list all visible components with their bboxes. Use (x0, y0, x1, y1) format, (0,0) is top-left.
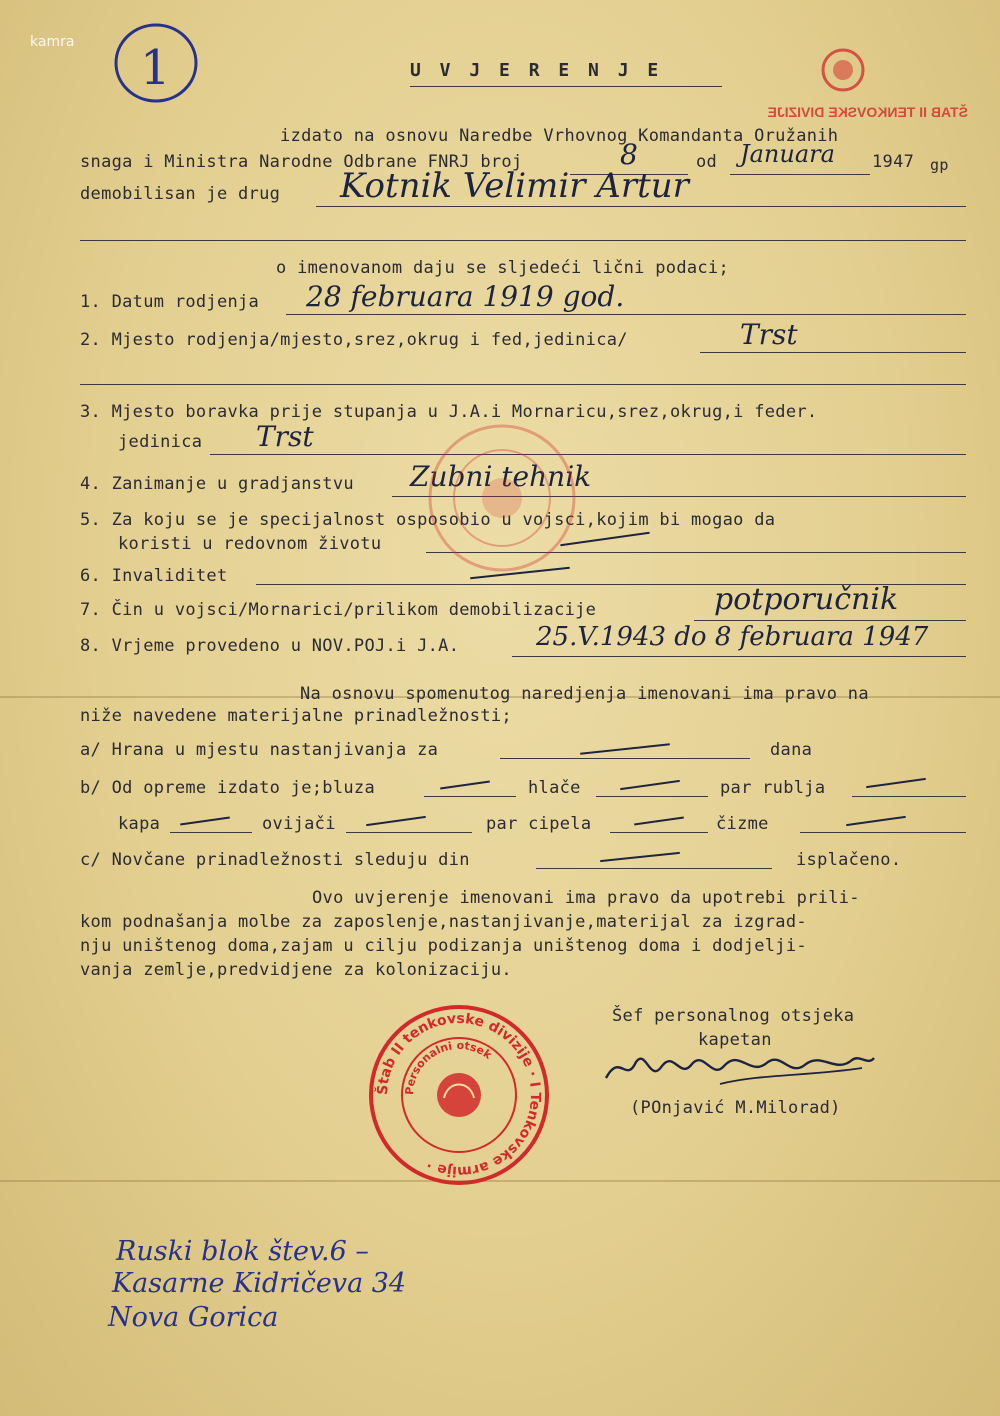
field-5-label: 5. Za koju se je specijalnost osposobio u vojsci,kojim bi mogao da (80, 510, 776, 530)
field-7-label: 7. Čin u vojsci/Mornarici/prilikom demobilizacije (80, 600, 597, 620)
title-underline (410, 86, 722, 87)
occupation: Zubni tehnik (410, 460, 592, 493)
field-6-label: 6. Invaliditet (80, 566, 228, 586)
field-3-label-cont: jedinica (118, 432, 203, 452)
benefit-cipela: par cipela (486, 814, 592, 834)
order-year: 1947 (872, 152, 915, 172)
stamp-outer-text: Štab II tenkovske divizije · I Tenkovske armije · (374, 1010, 544, 1180)
field-5-label-cont: koristi u redovnom životu (118, 534, 382, 554)
blank-dash-mark (846, 816, 906, 826)
benefit-a-unit: dana (770, 740, 813, 760)
od-label: od (696, 152, 718, 172)
document-title: U V J E R E N J E (410, 60, 663, 81)
birth-place: Trst (740, 318, 798, 351)
field-3-label: 3. Mjesto boravka prije stupanja u J.A.i Mornaricu,srez,okrug,i feder. (80, 402, 818, 422)
order-number: 8 (620, 138, 638, 171)
faded-stamp-icon (422, 418, 582, 578)
benefits-intro-2: niže navedene materijalne prinadležnosti; (80, 706, 512, 726)
order-month: Januara (740, 140, 835, 168)
blank-dash-mark (180, 817, 230, 826)
birth-date: 28 februara 1919 god. (306, 280, 625, 313)
red-header-stamp: ŠTAB II TENKOVSKE DIVIZIJE (767, 104, 968, 120)
closing-line-3: nju uništenog doma,zajam u cilju podizanja uništenog doma i dodjelji- (80, 936, 807, 956)
blank-dash-mark (366, 816, 426, 826)
signature-role: Šef personalnog otsjeka (612, 1006, 855, 1026)
benefit-hlace: hlače (528, 778, 581, 798)
field-2-label: 2. Mjesto rodjenja/mjesto,srez,okrug i fed,jedinica/ (80, 330, 628, 350)
benefit-c-label: c/ Novčane prinadležnosti sleduju din (80, 850, 470, 870)
address-line-3: Nova Gorica (108, 1302, 279, 1333)
number-mark: 1 (140, 40, 171, 96)
field-8-label: 8. Vrjeme provedeno u NOV.POJ.i J.A. (80, 636, 460, 656)
benefit-c-unit: isplačeno. (796, 850, 902, 870)
intro-line-2: snaga i Ministra Narodne Odbrane FNRJ broj (80, 152, 523, 172)
military-rank: potporučnik (714, 582, 899, 617)
intro-line-1: izdato na osnovu Naredbe Vrhovnog Komandanta Oružanih (280, 126, 839, 146)
field-1-label: 1. Datum rodjenja (80, 292, 260, 312)
blank-dash-mark (580, 743, 670, 754)
blank-dash-mark (866, 778, 926, 788)
blank-dash-mark (440, 781, 490, 790)
watermark: kamra (30, 34, 75, 50)
benefit-ovijaci: ovijači (262, 814, 336, 834)
demobilized-label: demobilisan je drug (80, 184, 281, 204)
handwritten-signature (600, 1044, 880, 1096)
blank-dash-mark (600, 852, 680, 862)
service-period: 25.V.1943 do 8 februara 1947 (536, 622, 929, 652)
address-line-2: Kasarne Kidričeva 34 (112, 1268, 407, 1299)
signature-name: (POnjavić M.Milorad) (630, 1098, 841, 1118)
field-4-label: 4. Zanimanje u gradjanstvu (80, 474, 354, 494)
benefit-cizme: čizme (716, 814, 769, 834)
closing-line-1: Ovo uvjerenje imenovani ima pravo da upotrebi prili- (312, 888, 860, 908)
official-stamp-icon (364, 1000, 554, 1190)
personal-data-intro: o imenovanom daju se sljedeći lični podaci; (276, 258, 729, 278)
blank-dash-mark (620, 780, 680, 790)
benefit-rublja: par rublja (720, 778, 826, 798)
emblem-stamp-icon (810, 40, 880, 100)
stamp-inner-text: Personalni otsek (402, 1038, 495, 1096)
blank-dash-mark (634, 817, 684, 826)
benefit-b-label: b/ Od opreme izdato je;bluza (80, 778, 375, 798)
closing-line-4: vanja zemlje,predvidjene za kolonizaciju. (80, 960, 512, 980)
gp-abbrev: gp (930, 156, 949, 174)
residence-place: Trst (256, 420, 314, 453)
address-line-1: Ruski blok štev.6 – (116, 1236, 369, 1267)
closing-line-2: kom podnašanja molbe za zaposlenje,nastanjivanje,materijal za izgrad- (80, 912, 807, 932)
person-name: Kotnik Velimir Artur (340, 166, 689, 206)
benefit-a-label: a/ Hrana u mjestu nastanjivanja za (80, 740, 439, 760)
benefit-kapa: kapa (118, 814, 161, 834)
signature-rank: kapetan (698, 1030, 772, 1050)
benefits-intro-1: Na osnovu spomenutog naredjenja imenovani ima pravo na (300, 684, 869, 704)
